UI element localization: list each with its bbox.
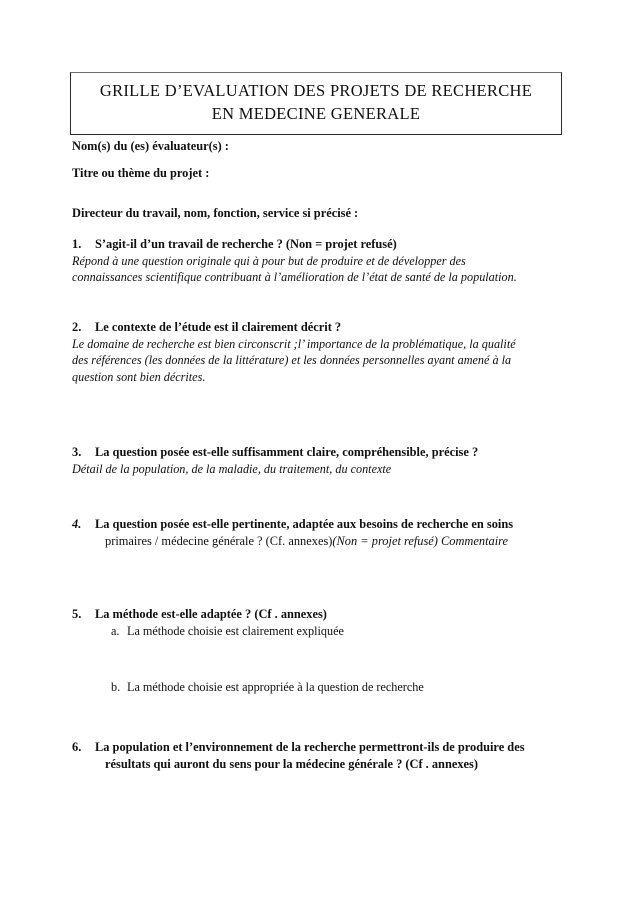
field-label-directeur-travail: Directeur du travail, nom, fonction, service si précisé :: [72, 206, 359, 220]
field-label-evaluateurs: Nom(s) du (es) évaluateur(s) :: [72, 139, 229, 153]
question-3-number: 3.: [72, 445, 82, 459]
question-5-label: La méthode est-elle adaptée ? (Cf . annexes): [95, 607, 327, 621]
question-3-text: [72, 444, 564, 461]
question-5-number: 5.: [72, 607, 82, 621]
question-6-number: 6.: [72, 740, 82, 754]
question-3-description-line-1: Détail de la population, de la maladie, du traitement, du contexte: [72, 461, 392, 476]
question-2-description-line-2: des références (les données de la littérature) et les données personnelles ayant amené à la: [72, 353, 512, 367]
question-6-line-1: [72, 739, 564, 756]
question-2-description-line-1: Le domaine de recherche est bien circonscrit ;l’ importance de la problématique, la qualité: [72, 336, 516, 351]
question-item-4: [72, 516, 564, 549]
question-6-line-2: [72, 756, 564, 773]
question-1-number: 1.: [72, 237, 82, 251]
question-5-subitem-b: [72, 679, 564, 696]
question-3-label: La question posée est-elle suffisamment claire, compréhensible, précise ?: [95, 445, 479, 459]
question-6-label-line-1: La population et l’environnement de la recherche permettront-ils de produire des: [95, 740, 525, 754]
question-5-subitem-a: [72, 623, 564, 640]
document-title-line-1: GRILLE D’EVALUATION DES PROJETS DE RECHERCHE: [99, 81, 533, 100]
question-2-label: Le contexte de l’étude est il clairement décrit ?: [95, 320, 342, 334]
document-title-box: [70, 72, 562, 135]
question-1-description-line-2: connaissances scientifique contribuant à l’amélioration de l’état de santé de la population.: [72, 270, 517, 284]
question-2-description-line-3: question sont bien décrites.: [72, 369, 206, 384]
document-title-line-2: EN MEDECINE GENERALE: [211, 104, 421, 123]
question-4-continuation-italic: (Non = projet refusé) Commentaire: [332, 533, 509, 548]
question-1-label: S’agit-il d’un travail de recherche ? (Non = projet refusé): [95, 237, 397, 251]
question-5-text: [72, 606, 564, 623]
question-1-description-line-1: Répond à une question originale qui à pour but de produire et de développer des: [72, 253, 466, 268]
question-item-5: [72, 606, 564, 639]
question-2-number: 2.: [72, 320, 82, 334]
question-item-3: [72, 444, 564, 477]
question-item-2: [72, 319, 564, 385]
question-5-subitem-a-text: La méthode choisie est clairement expliquée: [127, 623, 344, 638]
question-5-subitem-a-label: a.: [111, 623, 120, 638]
question-4-number: 4.: [72, 517, 82, 531]
field-label-titre-projet: Titre ou thème du projet :: [72, 166, 210, 180]
question-item-5-subitem-b-wrap: [72, 679, 564, 696]
question-item-6: [72, 739, 564, 772]
question-4-continuation-plain: primaires / médecine générale ? (Cf. annexes): [105, 533, 333, 548]
question-5-subitem-b-text: La méthode choisie est appropriée à la question de recherche: [127, 680, 424, 694]
question-5-subitem-b-label: b.: [111, 680, 121, 694]
question-4-continuation: [72, 533, 564, 550]
question-2-text: [72, 319, 564, 336]
question-4-label: La question posée est-elle pertinente, adaptée aux besoins de recherche en soins: [95, 517, 514, 531]
question-item-1: [72, 236, 564, 286]
question-4-text: [72, 516, 564, 533]
question-6-label-line-2: résultats qui auront du sens pour la médecine générale ? (Cf . annexes): [105, 756, 478, 771]
question-1-text: [72, 236, 564, 253]
